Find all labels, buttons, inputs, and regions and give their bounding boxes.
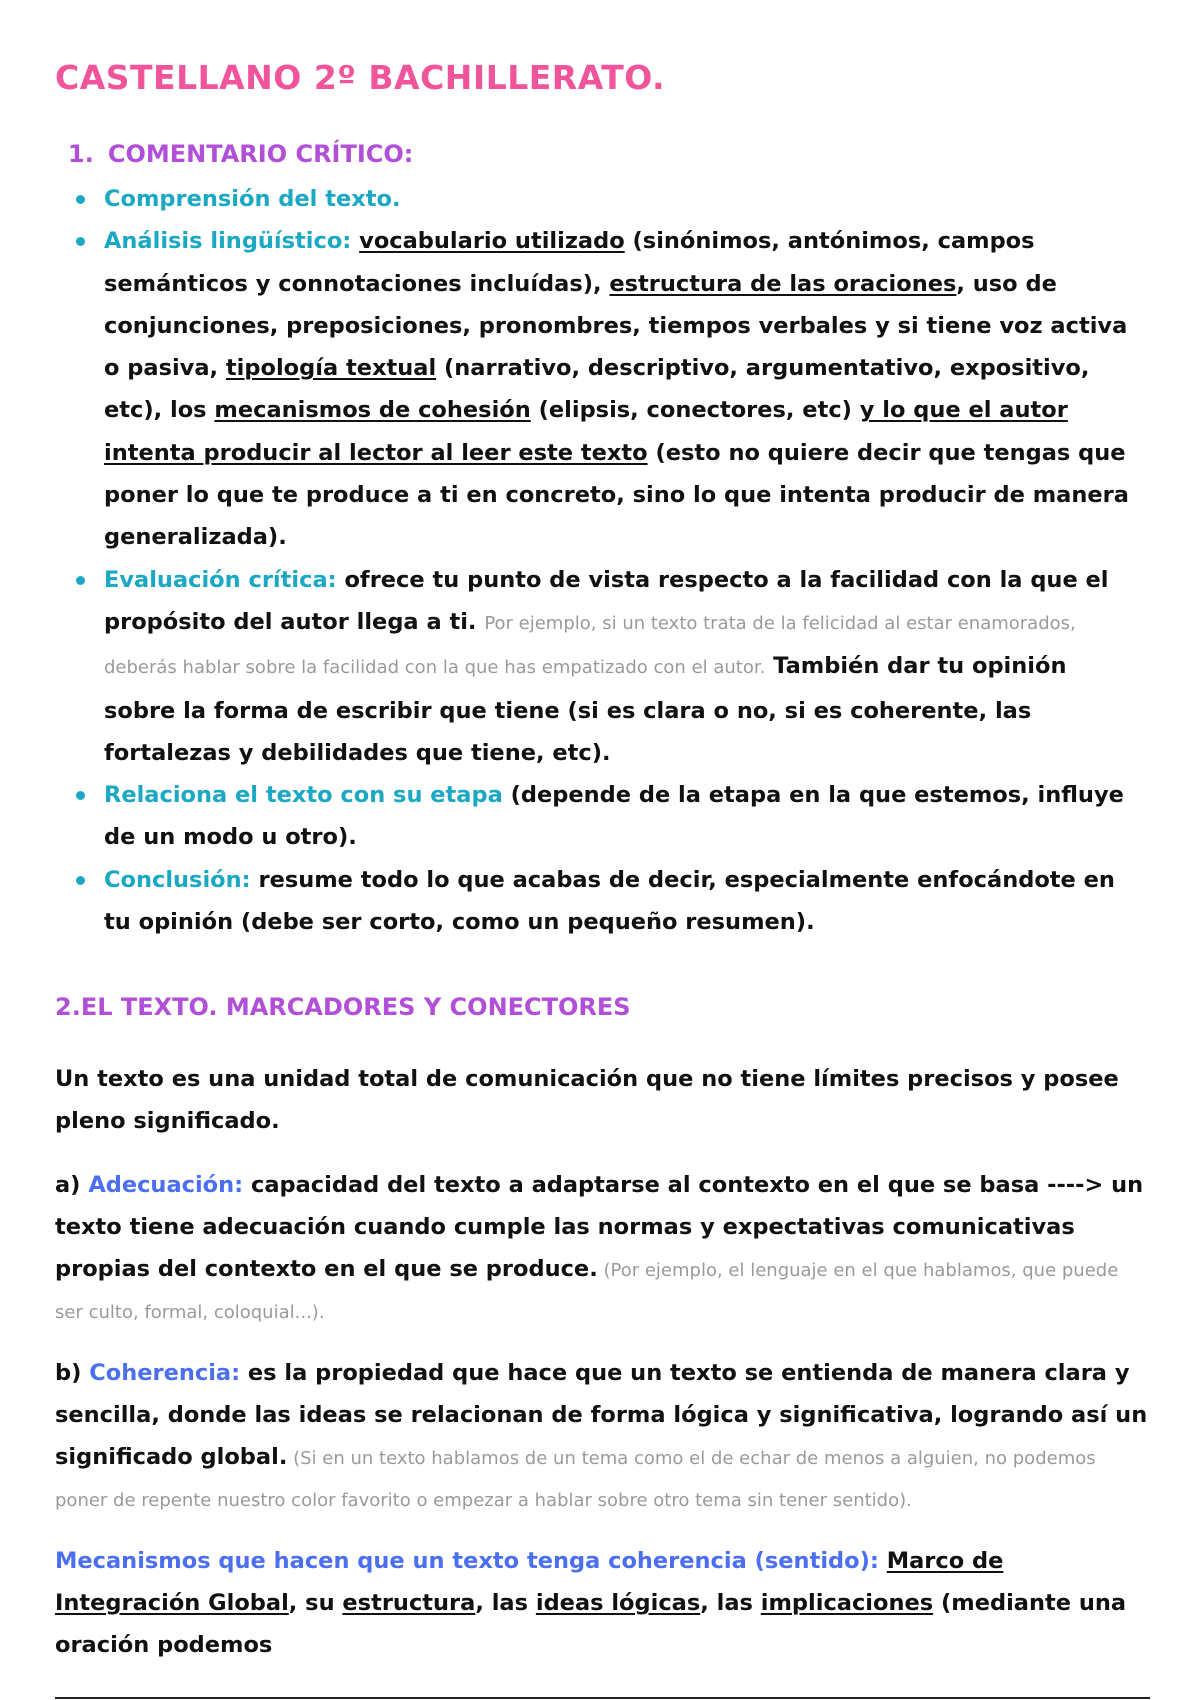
bullet-text: También dar tu opinión sobre la forma de escribir que tiene (si es clara o no, si es coherente, las fortalezas y debilidades que tiene, etc). [104, 653, 1067, 766]
bullet-label: Relaciona el texto con su etapa [104, 782, 503, 809]
bullet-dot [76, 876, 85, 885]
example-note: Por ejemplo, si un texto trata de la felicidad al estar enamorados, deberás hablar sobre la facilidad con la que has empatizado con el autor. [104, 612, 1076, 679]
example-note: (Si en un texto hablamos de un tema como el de echar de menos a alguien, no podemos poner de repente nuestro color favorito o empezar a hablar sobre otro tema sin tener sentido). [55, 1448, 1096, 1511]
item-prefix: b) [55, 1360, 90, 1386]
paragraph-text: , las [475, 1590, 536, 1616]
paragraph-text: capacidad del texto a adaptarse al contexto en el que se basa ----> un texto tiene adecuación cuando cumple las normas y expectativas comunicativas propias del contexto en el que se produce. [55, 1172, 1144, 1282]
bullet-dot [76, 237, 85, 246]
bullet-text: (esto no quiere decir que tengas que poner lo que te produce a ti en concreto, sino lo que intenta producir de manera generalizada). [104, 439, 1129, 551]
paragraph-text: , las [700, 1590, 761, 1616]
bullet-text: , uso de conjunciones, preposiciones, pronombres, tiempos verbales y si tiene voz activa o pasiva, [104, 270, 1128, 382]
bullet-comprension [0, 178, 1200, 220]
bullet-conclusion [0, 859, 1200, 944]
bullet-analisis [0, 220, 1200, 558]
underlined-term: tipología textual [225, 355, 437, 382]
bullet-text: (elipsis, conectores, etc) [530, 397, 860, 424]
mecanismos-paragraph [55, 1540, 1150, 1666]
underlined-term: y lo que el autor intenta producir al lector al leer este texto [104, 397, 1068, 466]
bullet-dot [76, 576, 85, 585]
bullet-text: (depende de la etapa en la que estemos, influye de un modo u otro). [104, 782, 1124, 851]
page-bottom-rule [55, 1697, 1150, 1699]
bullet-text: resume todo lo que acabas de decir, especialmente enfocándote en tu opinión (debe ser corto, como un pequeño resumen). [104, 866, 1115, 936]
text-definition: Un texto es una unidad total de comunicación que no tiene límites precisos y posee pleno significado. [55, 1066, 1119, 1134]
paragraph-text [879, 1548, 887, 1574]
mecanismos-lead: Mecanismos que hacen que un texto tenga coherencia (sentido): [55, 1548, 879, 1574]
underlined-term: ideas lógicas [535, 1590, 701, 1616]
document-title: CASTELLANO 2º BACHILLERATO. [55, 58, 666, 97]
example-note: (Por ejemplo, el lenguaje en el que hablamos, que puede ser culto, formal, coloquial...). [55, 1260, 1119, 1323]
bullet-text: ofrece tu punto de vista respecto a la facilidad con la que el propósito del autor llega a ti. [104, 566, 1109, 635]
section-2-heading: 2.EL TEXTO. MARCADORES Y CONECTORES [55, 993, 631, 1021]
coherencia-paragraph [55, 1352, 1150, 1520]
underlined-term: vocabulario utilizado [359, 228, 625, 255]
adecuacion-paragraph [55, 1164, 1150, 1332]
item-prefix: a) [55, 1172, 89, 1198]
bullet-evaluacion [0, 559, 1200, 774]
bullet-label: Conclusión: [104, 866, 251, 893]
bullet-text: (sinónimos, antónimos, campos semánticos y connotaciones incluídas), [104, 228, 1035, 297]
bullet-text: (narrativo, descriptivo, argumentativo, expositivo, etc), los [104, 355, 1090, 424]
section-1-number: 1. [68, 140, 94, 168]
section-1-title: COMENTARIO CRÍTICO: [107, 140, 414, 168]
term-coherencia: Coherencia: [89, 1360, 241, 1386]
section-1-heading [68, 140, 413, 168]
section-1-bullet-list [0, 178, 1200, 943]
bullet-relaciona [0, 774, 1200, 859]
bullet-dot [76, 791, 85, 800]
bullet-label: Evaluación crítica: [104, 566, 337, 593]
bullet-label: Comprensión del texto. [104, 186, 401, 212]
paragraph-text: , su [288, 1590, 343, 1616]
underlined-term: estructura de las oraciones [609, 270, 957, 297]
bullet-dot [76, 195, 85, 204]
bullet-label: Análisis lingüístico: [104, 228, 352, 255]
term-adecuacion: Adecuación: [88, 1172, 244, 1198]
underlined-term: Marco de Integración Global [55, 1548, 1004, 1616]
paragraph-text: es la propiedad que hace que un texto se entienda de manera clara y sencilla, donde las ideas se relacionan de forma lógica y significativa, logrando así un significado global. [55, 1360, 1148, 1470]
underlined-term: mecanismos de cohesión [214, 397, 531, 424]
underlined-term: implicaciones [760, 1590, 934, 1616]
paragraph-text: (mediante una oración podemos [55, 1590, 1127, 1658]
underlined-term: estructura [342, 1590, 476, 1616]
